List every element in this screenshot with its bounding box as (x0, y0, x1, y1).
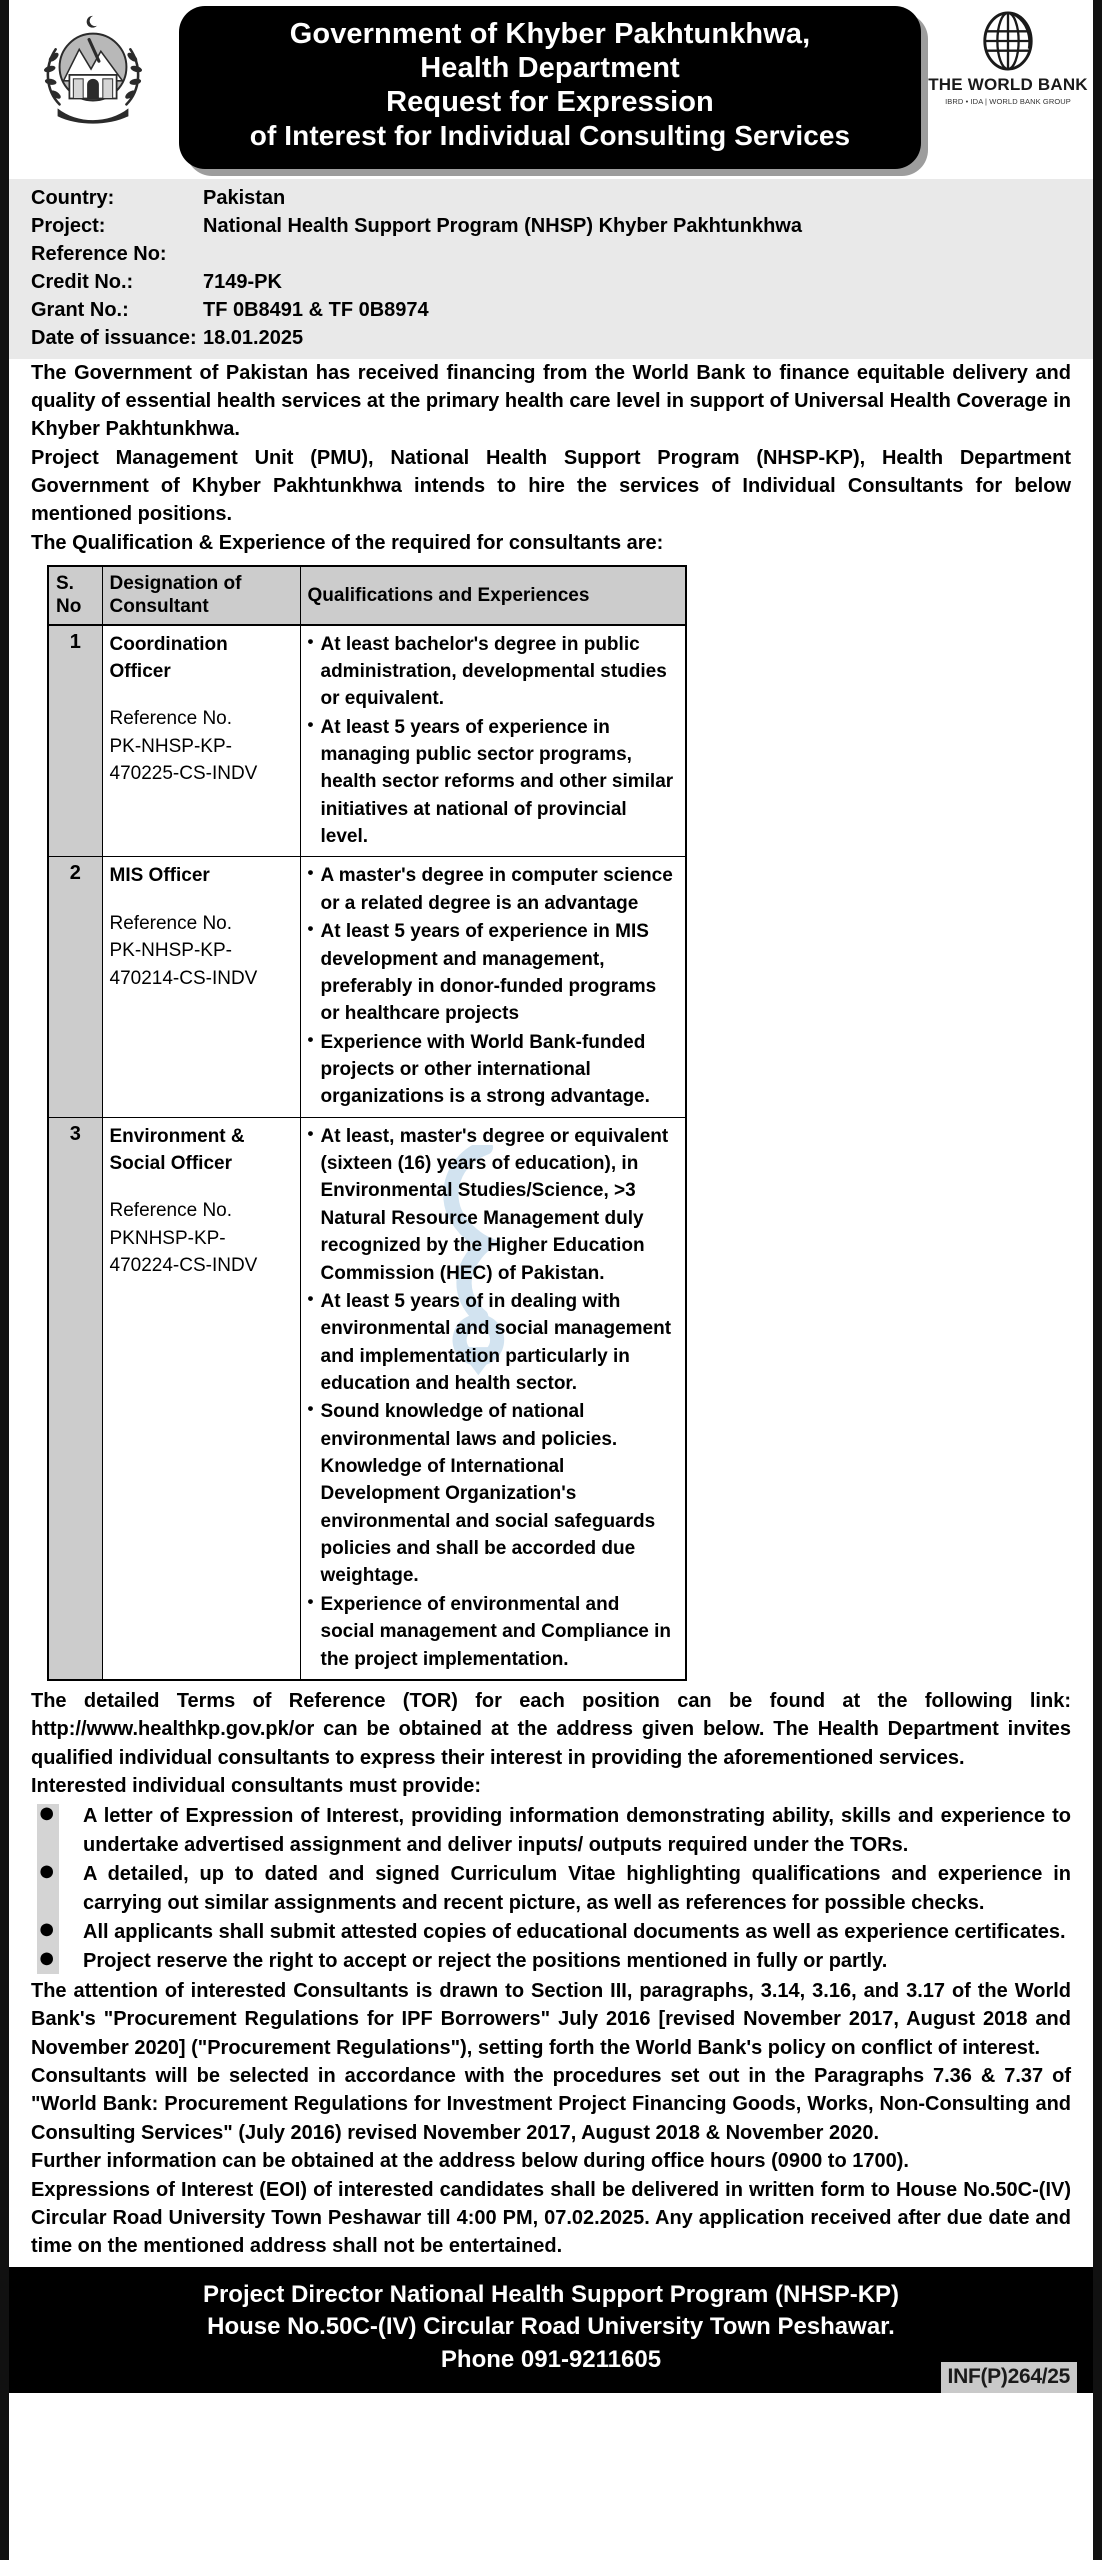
meta-label: Grant No.: (31, 298, 129, 321)
banner-line-4: of Interest for Individual Consulting Services (249, 119, 851, 151)
row-qualifications-cell (300, 1117, 686, 1680)
attention-paragraph: The attention of interested Consultants is drawn to Section III, paragraphs, 3.14, 3.16, and 3.17 of the World Bank's "Procurement Regulations for IPF Borrowers" July 2016 [revised November 2017, August 2018 and November 2020] ("Procurement Regulations"), setting forth the World Bank's policy on conflict of interest. (31, 1979, 1071, 2059)
table-row (48, 1117, 686, 1680)
inf-reference-badge: INF(P)264/25 (941, 2362, 1077, 2393)
tor-paragraph: The detailed Terms of Reference (TOR) for each position can be found at the following link: http://www.healthkp.gov.pk/or can be obtained at the address given below. The Health Department invites qualified individual consultants to express their interest in providing the aforementioned services. (31, 1689, 1071, 1769)
intro-paragraph-pmu: Project Management Unit (PMU), National Health Support Program (NHSP-KP), Health Department Government of Khyber Pakhtunkhwa intends to hire the services of Individual Consultants for below mentioned positions. (31, 446, 1071, 526)
masthead (9, 0, 1093, 177)
banner-line-1: Government of Khyber Pakhtunkhwa, (289, 18, 811, 50)
meta-label: Country: (31, 186, 115, 209)
reference-number: PK-NHSP-KP-470225-CS-INDV (109, 735, 258, 785)
globe-icon (979, 10, 1037, 72)
banner-line-2: Health Department (420, 51, 680, 84)
title-banner (179, 6, 921, 169)
list-item: ⬤ Project reserve the right to accept or reject the positions mentioned in fully or partly. (31, 1947, 1071, 1975)
qualification-item: • Experience of environmental and social management and Compliance in the project implementation. (308, 1591, 679, 1673)
intro-paragraph-qualification-lead: The Qualification & Experience of the required for consultants are: (31, 531, 664, 554)
qualification-item: • A master's degree in computer science or a related degree is an advantage (308, 862, 679, 917)
meta-row-grant-no (31, 296, 1071, 324)
row-qualifications-cell (300, 857, 686, 1117)
row-designation-cell (102, 857, 300, 1117)
intro-section (9, 359, 1093, 558)
banner-line-3: Request for Expression (386, 85, 714, 118)
column-header-designation: Designation of Consultant (102, 566, 300, 624)
qualification-item: • At least 5 years of in dealing with environmental and social management and implementation particularly in education and health sector. (308, 1288, 679, 1397)
after-table-section (9, 1687, 1093, 2261)
meta-label: Reference No: (31, 242, 167, 265)
row-qualifications-cell (300, 625, 686, 857)
eoi-submission-paragraph: Expressions of Interest (EOI) of interested candidates shall be delivered in written form to House No.50C-(IV) Circular Road University Town Peshawar till 4:00 PM, 07.02.2025. Any application received after due date and time on the mentioned address shall not be entertained. (31, 2178, 1071, 2258)
must-provide-heading: Interested individual consultants must provide: (31, 1775, 482, 1798)
reference-number: PK-NHSP-KP-470214-CS-INDV (109, 940, 258, 989)
list-item: ⬤ A letter of Expression of Interest, providing information demonstrating ability, skills and experience to undertake advertised assignment and deliver inputs/ outputs required under the TORs. (31, 1802, 1071, 1859)
column-header-sno: S. No (48, 566, 102, 624)
further-information-paragraph: Further information can be obtained at the address below during office hours (0900 to 1700). (31, 2150, 909, 2173)
meta-label: Date of issuance: (31, 326, 197, 349)
footer-line-director: Project Director National Health Support Program (NHSP-KP) (202, 2280, 900, 2308)
meta-value: 7149-PK (203, 270, 282, 293)
intro-paragraph-financing: The Government of Pakistan has received financing from the World Bank to finance equitable delivery and quality of essential health services at the primary health care level in support of Universal Health Coverage in Khyber Pakhtunkhwa. (31, 361, 1071, 441)
qualification-item: • Experience with World Bank-funded projects or other international organizations is a strong advantage. (308, 1029, 679, 1111)
world-bank-subtitle: IBRD • IDA | WORLD BANK GROUP (945, 97, 1071, 106)
position-title: MIS Officer (109, 865, 210, 887)
footer-line-address: House No.50C-(IV) Circular Road University Town Peshawar. (207, 2313, 895, 2341)
meta-row-project (31, 212, 1071, 240)
qualification-item: • At least bachelor's degree in public administration, developmental studies or equivalent. (308, 631, 679, 713)
position-title: Environment & Social Officer (109, 1125, 245, 1175)
reference-number: PKNHSP-KP-470224-CS-INDV (109, 1227, 258, 1277)
world-bank-logo (927, 6, 1089, 169)
footer-contact-block (9, 2267, 1093, 2393)
row-serial-number: 2 (48, 857, 102, 1117)
requirements-list (31, 1802, 1071, 1975)
row-designation-cell (102, 1117, 300, 1680)
qualification-item: • Sound knowledge of national environmental laws and policies. Knowledge of International Development Organization's environmental and social safeguards policies and shall be accorded due weightage. (308, 1398, 679, 1590)
consultant-table-wrapper (9, 557, 1093, 1687)
meta-row-reference-no (31, 240, 1071, 268)
table-header-row (48, 566, 686, 624)
meta-row-country (31, 184, 1071, 212)
reference-label: Reference No. (109, 708, 233, 730)
meta-label: Credit No.: (31, 270, 134, 293)
position-title: Coordination Officer (109, 633, 228, 682)
meta-value: Pakistan (203, 186, 286, 209)
meta-label: Project: (31, 214, 106, 237)
world-bank-name: THE WORLD BANK (928, 75, 1088, 94)
list-item: ⬤ A detailed, up to dated and signed Curriculum Vitae highlighting qualifications and experience in carrying out similar assignments and recent picture, as well as references for possible checks. (31, 1860, 1071, 1917)
table-row (48, 857, 686, 1117)
reference-label: Reference No. (109, 1200, 233, 1222)
qualification-item: • At least, master's degree or equivalent (sixteen (16) years of education), in Environmental Studies/Science, >3 Natural Resource Management duly recognized by the Higher Education Commission (HEC) of Pakistan. (308, 1123, 679, 1287)
meta-row-credit-no (31, 268, 1071, 296)
qualification-item: • At least 5 years of experience in managing public sector programs, health sector reforms and other similar initiatives at national of provincial level. (308, 714, 679, 851)
footer-zone (9, 2267, 1093, 2393)
document-meta-block (9, 179, 1093, 359)
row-designation-cell (102, 625, 300, 857)
table-row (48, 625, 686, 857)
meta-value: TF 0B8491 & TF 0B8974 (203, 298, 429, 321)
column-header-qualifications: Qualifications and Experiences (300, 566, 686, 624)
row-serial-number: 1 (48, 625, 102, 857)
footer-line-phone: Phone 091-9211605 (440, 2345, 662, 2373)
reference-label: Reference No. (109, 912, 233, 934)
selection-procedure-paragraph: Consultants will be selected in accordance with the procedures set out in the Paragraphs 7.36 & 7.37 of "World Bank: Procurement Regulations for Investment Project Financing Goods, Works, Non-Consulting and Consulting Services" (July 2016) revised November 2017, August 2018 & November 2020. (31, 2064, 1071, 2144)
qualification-item: • At least 5 years of experience in MIS development and management, preferably in donor-funded programs or healthcare projects (308, 918, 679, 1027)
meta-value: National Health Support Program (NHSP) Khyber Pakhtunkhwa (203, 214, 802, 237)
kp-government-logo (13, 6, 173, 169)
meta-row-date-of-issuance (31, 324, 1071, 352)
row-serial-number: 3 (48, 1117, 102, 1680)
list-item: ⬤ All applicants shall submit attested copies of educational documents as well as experience certificates. (31, 1918, 1071, 1946)
meta-value: 18.01.2025 (203, 326, 304, 349)
consultant-positions-table (47, 565, 687, 1681)
kp-emblem-icon (34, 10, 152, 128)
title-banner-wrapper (173, 6, 927, 169)
